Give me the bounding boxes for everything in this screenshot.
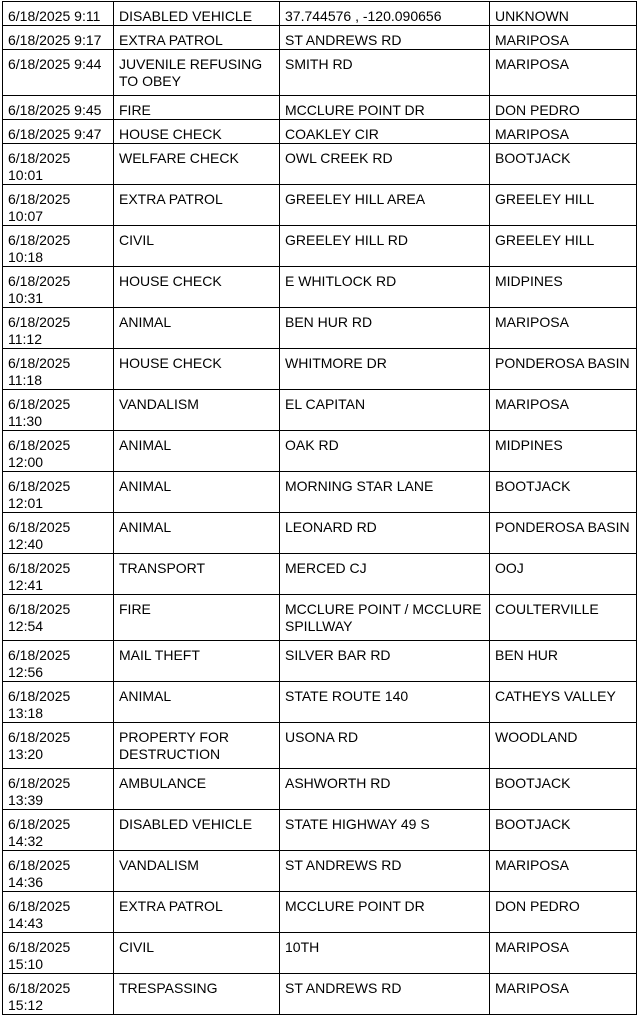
- location-cell: GREELEY HILL AREA: [280, 185, 490, 226]
- area-cell: MARIPOSA: [490, 851, 637, 892]
- datetime-cell: 6/18/2025 10:31: [3, 267, 114, 308]
- area-cell: MARIPOSA: [490, 308, 637, 349]
- incident-type-cell: CIVIL: [114, 226, 280, 267]
- table-row: [3, 144, 637, 185]
- datetime-cell: 6/18/2025 13:39: [3, 769, 114, 810]
- location-cell: USONA RD: [280, 723, 490, 769]
- table-row: [3, 554, 637, 595]
- area-cell: MARIPOSA: [490, 933, 637, 974]
- datetime-cell: 6/18/2025 12:41: [3, 554, 114, 595]
- incident-type-cell: ANIMAL: [114, 682, 280, 723]
- location-cell: EL CAPITAN: [280, 390, 490, 431]
- table-row: [3, 682, 637, 723]
- area-cell: GREELEY HILL: [490, 226, 637, 267]
- incident-type-cell: DISABLED VEHICLE: [114, 2, 280, 26]
- table-row: [3, 226, 637, 267]
- table-row: [3, 2, 637, 26]
- datetime-cell: 6/18/2025 12:01: [3, 472, 114, 513]
- incident-type-cell: JUVENILE REFUSING TO OBEY: [114, 50, 280, 96]
- location-cell: ASHWORTH RD: [280, 769, 490, 810]
- location-cell: STATE HIGHWAY 49 S: [280, 810, 490, 851]
- location-cell: ST ANDREWS RD: [280, 26, 490, 50]
- datetime-cell: 6/18/2025 10:01: [3, 144, 114, 185]
- datetime-cell: 6/18/2025 14:32: [3, 810, 114, 851]
- table-row: [3, 892, 637, 933]
- table-row: [3, 120, 637, 144]
- datetime-cell: 6/18/2025 12:40: [3, 513, 114, 554]
- location-cell: ST ANDREWS RD: [280, 851, 490, 892]
- location-cell: SMITH RD: [280, 50, 490, 96]
- location-cell: STATE ROUTE 140: [280, 682, 490, 723]
- location-cell: BEN HUR RD: [280, 308, 490, 349]
- datetime-cell: 6/18/2025 12:00: [3, 431, 114, 472]
- datetime-cell: 6/18/2025 15:12: [3, 974, 114, 1015]
- area-cell: PONDEROSA BASIN: [490, 349, 637, 390]
- location-cell: COAKLEY CIR: [280, 120, 490, 144]
- area-cell: MARIPOSA: [490, 974, 637, 1015]
- datetime-cell: 6/18/2025 11:30: [3, 390, 114, 431]
- table-row: [3, 851, 637, 892]
- incident-log-body: [3, 2, 637, 1015]
- location-cell: WHITMORE DR: [280, 349, 490, 390]
- datetime-cell: 6/18/2025 11:18: [3, 349, 114, 390]
- table-row: [3, 26, 637, 50]
- table-row: [3, 810, 637, 851]
- table-row: [3, 641, 637, 682]
- table-row: [3, 513, 637, 554]
- area-cell: GREELEY HILL: [490, 185, 637, 226]
- datetime-cell: 6/18/2025 9:17: [3, 26, 114, 50]
- table-row: [3, 933, 637, 974]
- datetime-cell: 6/18/2025 9:44: [3, 50, 114, 96]
- area-cell: MARIPOSA: [490, 120, 637, 144]
- area-cell: DON PEDRO: [490, 96, 637, 120]
- location-cell: GREELEY HILL RD: [280, 226, 490, 267]
- datetime-cell: 6/18/2025 14:43: [3, 892, 114, 933]
- location-cell: MCCLURE POINT DR: [280, 96, 490, 120]
- datetime-cell: 6/18/2025 9:45: [3, 96, 114, 120]
- location-cell: MCCLURE POINT DR: [280, 892, 490, 933]
- table-row: [3, 390, 637, 431]
- datetime-cell: 6/18/2025 15:10: [3, 933, 114, 974]
- incident-type-cell: ANIMAL: [114, 513, 280, 554]
- table-row: [3, 431, 637, 472]
- location-cell: MCCLURE POINT / MCCLURE SPILLWAY: [280, 595, 490, 641]
- area-cell: MIDPINES: [490, 267, 637, 308]
- incident-log-table: [2, 1, 637, 1015]
- table-row: [3, 595, 637, 641]
- location-cell: MORNING STAR LANE: [280, 472, 490, 513]
- datetime-cell: 6/18/2025 11:12: [3, 308, 114, 349]
- incident-type-cell: VANDALISM: [114, 851, 280, 892]
- location-cell: 10TH: [280, 933, 490, 974]
- table-row: [3, 267, 637, 308]
- area-cell: OOJ: [490, 554, 637, 595]
- area-cell: DON PEDRO: [490, 892, 637, 933]
- incident-type-cell: EXTRA PATROL: [114, 185, 280, 226]
- area-cell: CATHEYS VALLEY: [490, 682, 637, 723]
- datetime-cell: 6/18/2025 10:07: [3, 185, 114, 226]
- incident-type-cell: ANIMAL: [114, 472, 280, 513]
- location-cell: MERCED CJ: [280, 554, 490, 595]
- area-cell: COULTERVILLE: [490, 595, 637, 641]
- incident-type-cell: TRESPASSING: [114, 974, 280, 1015]
- incident-type-cell: AMBULANCE: [114, 769, 280, 810]
- incident-type-cell: ANIMAL: [114, 431, 280, 472]
- area-cell: BOOTJACK: [490, 810, 637, 851]
- area-cell: MARIPOSA: [490, 26, 637, 50]
- incident-type-cell: HOUSE CHECK: [114, 267, 280, 308]
- table-row: [3, 308, 637, 349]
- table-row: [3, 974, 637, 1015]
- datetime-cell: 6/18/2025 14:36: [3, 851, 114, 892]
- incident-type-cell: HOUSE CHECK: [114, 349, 280, 390]
- datetime-cell: 6/18/2025 12:56: [3, 641, 114, 682]
- incident-type-cell: CIVIL: [114, 933, 280, 974]
- incident-type-cell: FIRE: [114, 96, 280, 120]
- table-row: [3, 472, 637, 513]
- area-cell: BOOTJACK: [490, 769, 637, 810]
- area-cell: PONDEROSA BASIN: [490, 513, 637, 554]
- incident-type-cell: HOUSE CHECK: [114, 120, 280, 144]
- datetime-cell: 6/18/2025 13:20: [3, 723, 114, 769]
- datetime-cell: 6/18/2025 12:54: [3, 595, 114, 641]
- location-cell: ST ANDREWS RD: [280, 974, 490, 1015]
- incident-type-cell: PROPERTY FOR DESTRUCTION: [114, 723, 280, 769]
- table-row: [3, 50, 637, 96]
- location-cell: LEONARD RD: [280, 513, 490, 554]
- location-cell: OAK RD: [280, 431, 490, 472]
- table-row: [3, 769, 637, 810]
- area-cell: BOOTJACK: [490, 472, 637, 513]
- area-cell: MIDPINES: [490, 431, 637, 472]
- location-cell: 37.744576 , -120.090656: [280, 2, 490, 26]
- location-cell: SILVER BAR RD: [280, 641, 490, 682]
- table-row: [3, 349, 637, 390]
- table-row: [3, 723, 637, 769]
- area-cell: MARIPOSA: [490, 50, 637, 96]
- location-cell: OWL CREEK RD: [280, 144, 490, 185]
- incident-type-cell: EXTRA PATROL: [114, 892, 280, 933]
- datetime-cell: 6/18/2025 10:18: [3, 226, 114, 267]
- area-cell: BEN HUR: [490, 641, 637, 682]
- datetime-cell: 6/18/2025 13:18: [3, 682, 114, 723]
- incident-type-cell: DISABLED VEHICLE: [114, 810, 280, 851]
- table-row: [3, 185, 637, 226]
- area-cell: WOODLAND: [490, 723, 637, 769]
- incident-type-cell: MAIL THEFT: [114, 641, 280, 682]
- table-row: [3, 96, 637, 120]
- incident-type-cell: EXTRA PATROL: [114, 26, 280, 50]
- incident-type-cell: WELFARE CHECK: [114, 144, 280, 185]
- incident-type-cell: FIRE: [114, 595, 280, 641]
- datetime-cell: 6/18/2025 9:47: [3, 120, 114, 144]
- incident-type-cell: VANDALISM: [114, 390, 280, 431]
- area-cell: UNKNOWN: [490, 2, 637, 26]
- location-cell: E WHITLOCK RD: [280, 267, 490, 308]
- area-cell: BOOTJACK: [490, 144, 637, 185]
- incident-type-cell: ANIMAL: [114, 308, 280, 349]
- datetime-cell: 6/18/2025 9:11: [3, 2, 114, 26]
- area-cell: MARIPOSA: [490, 390, 637, 431]
- incident-type-cell: TRANSPORT: [114, 554, 280, 595]
